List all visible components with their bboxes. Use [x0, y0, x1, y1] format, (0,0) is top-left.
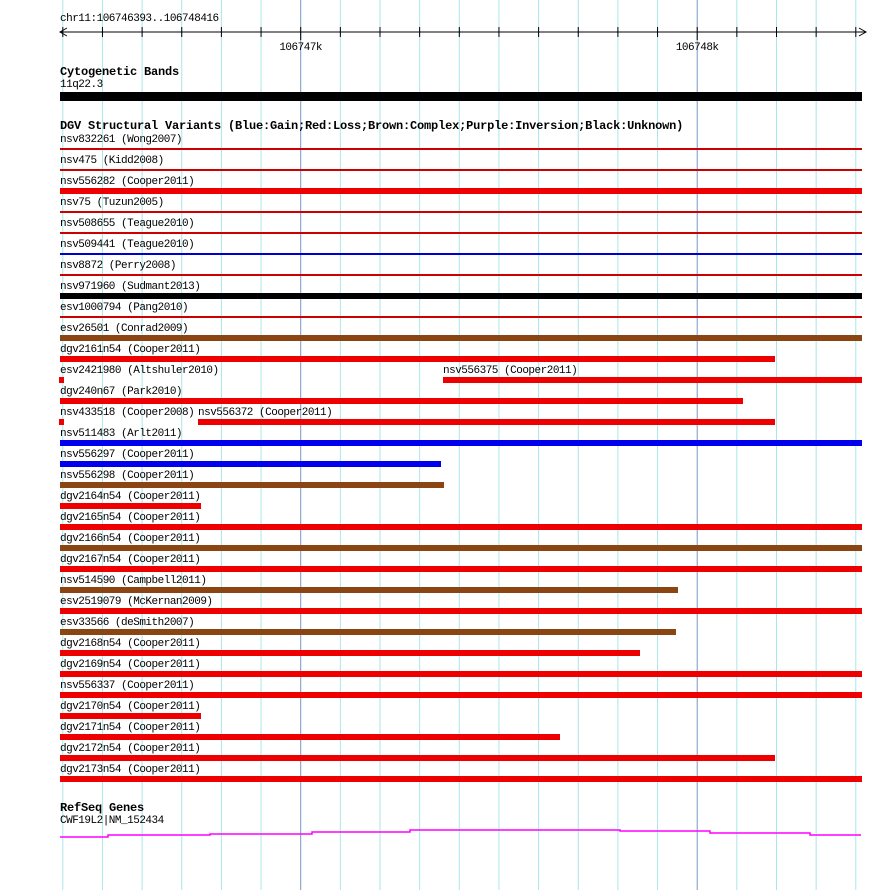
- variant-bar[interactable]: [60, 503, 201, 509]
- variant-label: dgv2169n54 (Cooper2011): [60, 659, 201, 671]
- variant-label: nsv433518 (Cooper2008): [60, 407, 195, 419]
- variant-row: [0, 449, 890, 470]
- variant-row: [0, 302, 890, 323]
- variant-row: [0, 554, 890, 575]
- variant-label: dgv2165n54 (Cooper2011): [60, 512, 201, 524]
- variant-bar[interactable]: [198, 419, 775, 425]
- variant-bar[interactable]: [60, 316, 862, 318]
- variant-bar[interactable]: [60, 524, 862, 530]
- variant-label: dgv2171n54 (Cooper2011): [60, 722, 201, 734]
- variant-row: [0, 197, 890, 218]
- variant-row: [0, 281, 890, 302]
- variant-row: [0, 407, 890, 428]
- region-label: chr11:106746393..106748416: [60, 13, 219, 25]
- ruler: [0, 0, 890, 60]
- variant-label: dgv2167n54 (Cooper2011): [60, 554, 201, 566]
- variant-row: [0, 155, 890, 176]
- variant-row: [0, 218, 890, 239]
- variant-label: dgv2168n54 (Cooper2011): [60, 638, 201, 650]
- variant-label: esv2519079 (McKernan2009): [60, 596, 213, 608]
- section-title-dgv: DGV Structural Variants (Blue:Gain;Red:Loss;Brown:Complex;Purple:Inversion;Black:Unknown): [60, 119, 684, 133]
- variant-bar[interactable]: [60, 566, 862, 572]
- variant-bar[interactable]: [60, 587, 678, 593]
- variant-label: nsv511483 (Arlt2011): [60, 428, 183, 440]
- variant-bar[interactable]: [59, 419, 64, 425]
- variant-label: nsv556372 (Cooper2011): [198, 407, 333, 419]
- ruler-tick-label: 106748k: [675, 42, 719, 54]
- variant-label: nsv508655 (Teague2010): [60, 218, 195, 230]
- variant-label: dgv2173n54 (Cooper2011): [60, 764, 201, 776]
- variant-bar[interactable]: [60, 545, 862, 551]
- variant-bar[interactable]: [59, 377, 64, 383]
- variant-label: nsv556282 (Cooper2011): [60, 176, 195, 188]
- variant-row: [0, 722, 890, 743]
- variant-bar[interactable]: [60, 274, 862, 276]
- variant-label: dgv2164n54 (Cooper2011): [60, 491, 201, 503]
- variant-label: dgv2166n54 (Cooper2011): [60, 533, 201, 545]
- cytoband-label: 11q22.3: [60, 79, 103, 91]
- variant-bar[interactable]: [60, 188, 862, 194]
- variant-label: nsv832261 (Wong2007): [60, 134, 183, 146]
- gene-label: CWF19L2|NM_152434: [60, 815, 164, 827]
- variant-label: dgv2161n54 (Cooper2011): [60, 344, 201, 356]
- variant-row: [0, 365, 890, 386]
- variant-bar[interactable]: [60, 398, 743, 404]
- variant-row: [0, 764, 890, 785]
- variant-bar[interactable]: [60, 650, 640, 656]
- variant-row: [0, 512, 890, 533]
- variant-bar[interactable]: [60, 253, 862, 255]
- variant-label: nsv475 (Kidd2008): [60, 155, 164, 167]
- variant-row: [0, 176, 890, 197]
- variant-row: [0, 575, 890, 596]
- variant-bar[interactable]: [60, 692, 862, 698]
- variant-row: [0, 386, 890, 407]
- variant-bar[interactable]: [60, 608, 862, 614]
- variant-row: [0, 596, 890, 617]
- variant-row: [0, 743, 890, 764]
- variant-row: [0, 659, 890, 680]
- variant-label: nsv556298 (Cooper2011): [60, 470, 195, 482]
- variant-bar[interactable]: [60, 713, 201, 719]
- variant-bar[interactable]: [60, 335, 862, 341]
- cytoband-bar[interactable]: [60, 92, 862, 101]
- ruler-tick-label: 106747k: [279, 42, 323, 54]
- variant-label: nsv556297 (Cooper2011): [60, 449, 195, 461]
- variant-label: dgv2172n54 (Cooper2011): [60, 743, 201, 755]
- variant-label: nsv514590 (Campbell2011): [60, 575, 207, 587]
- variant-bar[interactable]: [60, 148, 862, 150]
- variant-label: esv26501 (Conrad2009): [60, 323, 189, 335]
- variant-label: nsv75 (Tuzun2005): [60, 197, 164, 209]
- variant-row: [0, 533, 890, 554]
- variant-label: esv33566 (deSmith2007): [60, 617, 195, 629]
- variant-row: [0, 638, 890, 659]
- variant-row: [0, 491, 890, 512]
- variant-label: nsv556337 (Cooper2011): [60, 680, 195, 692]
- variant-row: [0, 680, 890, 701]
- variant-bar[interactable]: [60, 356, 775, 362]
- variant-label: nsv556375 (Cooper2011): [443, 365, 578, 377]
- variant-row: [0, 323, 890, 344]
- variant-label: dgv2170n54 (Cooper2011): [60, 701, 201, 713]
- variant-bar[interactable]: [60, 440, 862, 446]
- variant-bar[interactable]: [60, 776, 862, 782]
- variant-row: [0, 428, 890, 449]
- variant-row: [0, 470, 890, 491]
- variant-label: nsv971960 (Sudmant2013): [60, 281, 201, 293]
- variant-row: [0, 134, 890, 155]
- variant-row: [0, 617, 890, 638]
- variant-bar[interactable]: [60, 169, 862, 171]
- variant-row: [0, 260, 890, 281]
- variant-label: nsv8872 (Perry2008): [60, 260, 176, 272]
- variant-bar[interactable]: [60, 293, 862, 299]
- variant-row: [0, 701, 890, 722]
- variant-bar[interactable]: [443, 377, 862, 383]
- variant-bar[interactable]: [60, 629, 676, 635]
- variant-bar[interactable]: [60, 734, 560, 740]
- variant-label: esv1000794 (Pang2010): [60, 302, 189, 314]
- variant-bar[interactable]: [60, 211, 862, 213]
- variant-bar[interactable]: [60, 755, 775, 761]
- variant-bar[interactable]: [60, 232, 862, 234]
- variant-bar[interactable]: [60, 461, 441, 467]
- variant-bar[interactable]: [60, 671, 862, 677]
- section-title-cytobands: Cytogenetic Bands: [60, 65, 180, 79]
- variant-bar[interactable]: [60, 482, 444, 488]
- variant-row: [0, 344, 890, 365]
- variant-row: [0, 239, 890, 260]
- variant-label: esv2421980 (Altshuler2010): [60, 365, 219, 377]
- variant-label: dgv240n67 (Park2010): [60, 386, 183, 398]
- section-title-refseq: RefSeq Genes: [60, 801, 145, 815]
- variant-label: nsv509441 (Teague2010): [60, 239, 195, 251]
